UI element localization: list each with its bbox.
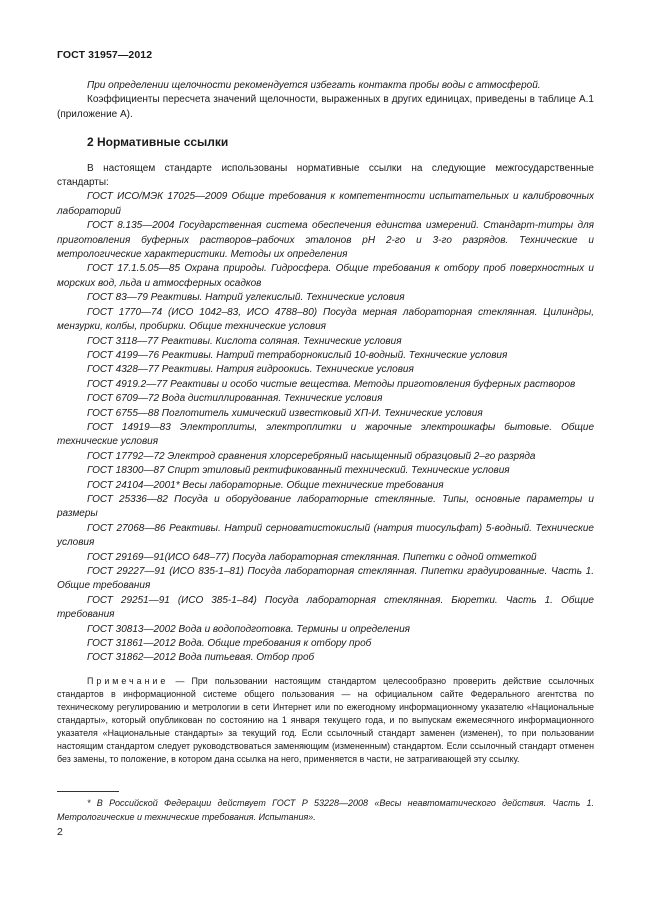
section-title: 2 Нормативные ссылки [87,135,229,150]
reference-item: ГОСТ 4199—76 Реактивы. Натрий тетраборнокислый 10-водный. Технические условия [87,349,508,361]
reference-item: ГОСТ 14919—83 Электроплиты, электроплитки и жарочные электрошкафы бытовые. Общие технические условия [57,421,594,448]
document-code-header: ГОСТ 31957—2012 [57,49,153,61]
reference-item: ГОСТ 29251—91 (ИСО 385-1–84) Посуда лабораторная стеклянная. Бюретки. Часть 1. Общие требования [57,594,594,621]
reference-item: ГОСТ 83—79 Реактивы. Натрий углекислый. Технические условия [87,292,405,304]
reference-item: ГОСТ 31861—2012 Вода. Общие требования к отбору проб [87,638,372,650]
reference-item: ГОСТ 8.135—2004 Государственная система обеспечения единства измерений. Стандарт-титры для приготовления буферных растворов–рабочих эталонов pH 2-го и 3-го разрядов. Технические и метрологические характеристики. Методы их определения [57,220,594,261]
note-label: Примечание [87,675,169,686]
section-lead: В настоящем стандарте использованы нормативные ссылки на следующие межгосударственные стандарты: [57,162,594,189]
note-paragraph [57,675,594,767]
reference-item: ГОСТ 29227—91 (ИСО 835-1–81) Посуда лабораторная стеклянная. Пипетки градуированные. Часть 1. Общие требования [57,566,594,592]
reference-item: ГОСТ 4328—77 Реактивы. Натрия гидроокись. Технические условия [87,364,414,376]
reference-item: ГОСТ 6755—88 Поглотитель химический известковый ХП-И. Технические условия [87,407,483,419]
intro-paragraph-1: При определении щелочности рекомендуется избегать контакта пробы воды с атмосферой. [87,80,541,91]
footnote-divider [57,791,119,792]
page-number: 2 [57,826,63,838]
footnote: * В Российской Федерации действует ГОСТ Р 53228—2008 «Весы неавтоматического действия. Часть 1. Метрологические и технические требования. Испытания». [57,798,594,822]
note-text: — При пользовании настоящим стандартом целесообразно проверить действие ссылочных стандартов в информационной системе общего пользования — на официальном сайте Федерального агентства по техническому регулированию и метрологии в сети Интернет или по ежегодному информационному указателю «Национальные стандарты», который опубликован по состоянию на 1 января текущего года, и по выпускам ежемесячного информационного указателя «Национальные стандарты» за текущий год. Если ссылочный стандарт заменен (изменен), то при пользовании настоящим стандартом следует руководствоваться заменяющим (измененным) стандартом. Если ссылочный стандарт отменен без замены, то положение, в котором дана ссылка на него, применяется в части, не затрагивающей эту ссылку. [57,675,594,765]
reference-item: ГОСТ 25336—82 Посуда и оборудование лабораторные стеклянные. Типы, основные параметры и размеры [57,493,594,520]
reference-item: ГОСТ 27068—86 Реактивы. Натрий серноватистокислый (натрия тиосульфат) 5-водный. Технические условия [57,522,594,549]
reference-item: ГОСТ ИСО/МЭК 17025—2009 Общие требования к компетентности испытательных и калибровочных лабораторий [57,191,594,217]
reference-item: ГОСТ 17792—72 Электрод сравнения хлорсеребряный насыщенный образцовый 2–го разряда [87,450,536,462]
reference-item: ГОСТ 24104—2001* Весы лабораторные. Общие технические требования [87,479,444,491]
intro-paragraph-2: Коэффициенты пересчета значений щелочности, выраженных в других единицах, приведены в таблице А.1 (приложение А). [57,94,594,120]
page-body [57,79,594,767]
reference-item: ГОСТ 29169—91(ИСО 648–77) Посуда лабораторная стеклянная. Пипетки с одной отметкой [87,551,537,563]
reference-item: ГОСТ 6709—72 Вода дистиллированная. Технические условия [87,393,383,405]
reference-item: ГОСТ 1770—74 (ИСО 1042–83, ИСО 4788–80) Посуда мерная лабораторная стеклянная. Цилиндры, мензурки, колбы, пробирки. Общие технические условия [57,306,594,333]
reference-item: ГОСТ 17.1.5.05—85 Охрана природы. Гидросфера. Общие требования к отбору проб поверхностных и морских вод, льда и атмосферных осадков [57,263,594,289]
reference-item: ГОСТ 4919.2—77 Реактивы и особо чистые вещества. Методы приготовления буферных растворов [87,378,576,390]
reference-item: ГОСТ 31862—2012 Вода питьевая. Отбор проб [87,652,315,664]
reference-item: ГОСТ 3118—77 Реактивы. Кислота соляная. Технические условия [87,335,402,347]
reference-item: ГОСТ 18300—87 Спирт этиловый ректификованный технический. Технические условия [87,465,510,477]
reference-list [57,190,594,665]
reference-item: ГОСТ 30813—2002 Вода и водоподготовка. Термины и определения [87,623,411,635]
